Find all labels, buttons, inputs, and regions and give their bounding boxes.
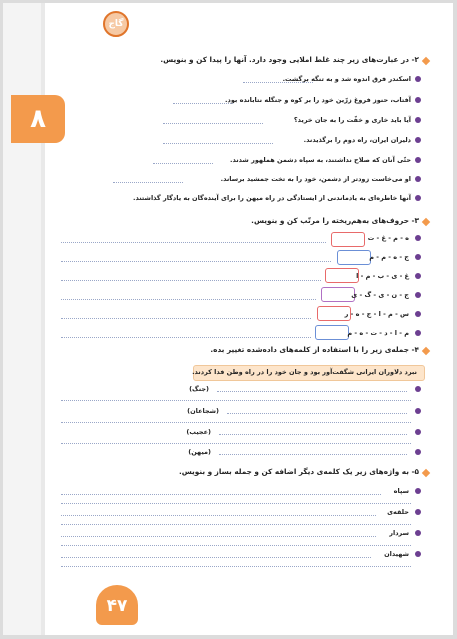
answer-line[interactable] [61,400,411,401]
section4-title: ۴- جمله‌ی زیر را با استفاده از کلمه‌های داده‌شده تغییر بده. [210,345,419,354]
section2-title: ۲- در عبارت‌های زیر چند غلط املایی وجود دارد. آنها را پیدا کن و بنویس. [160,55,419,64]
chapter-number-tab: ۸ [11,95,65,143]
section-marker-icon [422,469,430,477]
letter-item: س - م - ا - ج - ه - ر [344,310,409,318]
bullet-icon [415,235,421,241]
bullet-icon [415,117,421,123]
section3-title: ۳- حروف‌های به‌هم‌ریخته را مرتّب کن و بنویس. [251,216,419,225]
sentence-item: اسکندر فرق اندوه شد و به تنگه برگشت. [282,75,411,83]
word-item: شهیدان [384,550,409,558]
sentence-item: آفتاب، حنوز فروغ زرّین خود را بر کوه و جنگله نتابانده بود. [225,96,411,104]
bullet-icon [415,449,421,455]
answer-line [163,123,263,124]
letter-item: غ - ی - ب - م - ا [356,272,409,280]
letter-item: ه - م - غ - ت [367,234,409,242]
answer-line[interactable] [219,434,407,435]
bullet-icon [415,76,421,82]
answer-line [153,163,213,164]
word-hint: (جنگ) [189,385,209,393]
answer-line[interactable] [61,422,411,423]
answer-line [173,103,233,104]
word-item: حلقه‌ی [387,508,409,516]
answer-line[interactable] [61,494,381,495]
answer-line[interactable] [61,280,321,281]
bullet-icon [415,488,421,494]
answer-line[interactable] [61,524,411,525]
example-sentence: نبرد دلاوران ایرانی شگفت‌آور بود و جان خود را در راه وطن فدا کردند. [192,368,417,376]
letter-item: ج - ن - ی - گ - ی [351,291,409,299]
letter-item: م - ا - د - ت - ه - م [347,329,409,337]
answer-line [163,143,273,144]
answer-line[interactable] [61,566,411,567]
section-marker-icon [422,347,430,355]
answer-line[interactable] [61,557,371,558]
bullet-icon [415,137,421,143]
sentence-item: آنها خاطره‌ای به یادماندنی از ایستادگی در راه میهن را برای آینده‌گان به یادگار گذاشتند. [133,194,411,202]
letter-box [315,325,349,340]
section5-title: ۵- به واژه‌های زیر یک کلمه‌ی دیگر اضافه کن و جمله بساز و بنویس. [178,467,419,476]
answer-line[interactable] [61,443,411,444]
answer-line[interactable] [61,536,376,537]
publisher-logo-icon: گاج [103,11,129,37]
bullet-icon [415,330,421,336]
answer-line[interactable] [61,261,331,262]
answer-line[interactable] [227,413,407,414]
bullet-icon [415,176,421,182]
sentence-item: آیا باید خاری و خفّت را به جان خرید؟ [293,116,411,124]
word-hint: (عجیب) [186,428,211,436]
letter-box [325,268,359,283]
answer-line[interactable] [61,503,411,504]
word-hint: (شجاعان) [187,407,219,415]
word-hint: (میهن) [188,448,211,456]
page-number: ۴۷ [96,585,138,625]
answer-line[interactable] [217,391,407,392]
answer-line[interactable] [61,299,316,300]
letter-item: ج - ه - م - م [369,253,409,261]
answer-line[interactable] [61,242,326,243]
answer-line[interactable] [61,515,376,516]
section-marker-icon [422,57,430,65]
bullet-icon [415,386,421,392]
sentence-item: دلیران ایران، راه دوم را برگذیدند. [303,136,411,144]
answer-line [243,82,313,83]
section-marker-icon [422,218,430,226]
bullet-icon [415,408,421,414]
answer-line[interactable] [219,454,407,455]
bullet-icon [415,429,421,435]
answer-line [113,182,183,183]
word-item: سپاه [393,487,409,495]
bullet-icon [415,292,421,298]
bullet-icon [415,195,421,201]
answer-line[interactable] [61,545,411,546]
answer-line[interactable] [61,337,311,338]
bullet-icon [415,551,421,557]
letter-box [337,250,371,265]
bullet-icon [415,254,421,260]
answer-line[interactable] [61,318,311,319]
bullet-icon [415,273,421,279]
letter-box [321,287,355,302]
letter-box [331,232,365,247]
bullet-icon [415,530,421,536]
word-item: سردار [389,529,409,537]
sentence-item: حتّی آنان که صلاح نداشتند، به سپاه دشمن هملهور شدند. [230,156,411,164]
bullet-icon [415,311,421,317]
bullet-icon [415,157,421,163]
bullet-icon [415,97,421,103]
sentence-item: او می‌خاست زودتر از دشمن، خود را به تخت جمشید برساند. [220,175,411,183]
bullet-icon [415,509,421,515]
workbook-page [3,3,453,635]
